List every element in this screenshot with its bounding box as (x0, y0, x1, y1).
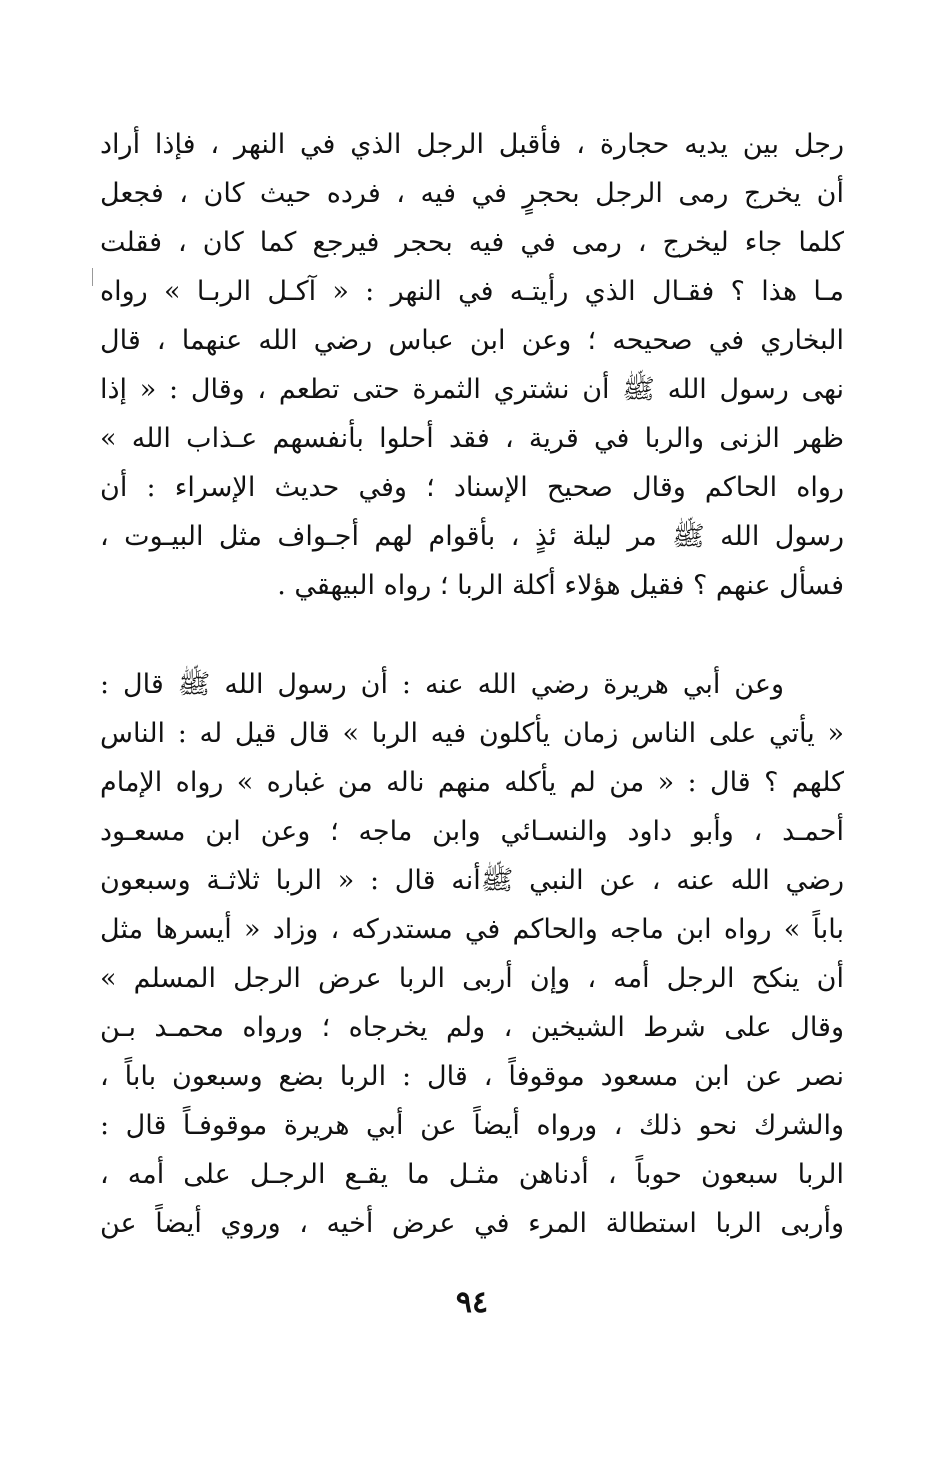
text-line: « يأتي على الناس زمان يأكلون فيه الربا » قال قيل له : الناس (100, 718, 844, 749)
text-line: والشرك نحو ذلك ، ورواه أيضاً عن أبي هريرة موقوفـاً قال : (100, 1110, 844, 1141)
text-line: أحمـد ، وأبو داود والنسـائي وابن ماجه ؛ وعن ابن مسعـود (100, 816, 844, 847)
text-line: نهى رسول الله ﷺ أن نشتري الثمرة حتى تطعم ، وقال : « إذا (100, 374, 844, 405)
text-line: أن ينكح الرجل أمه ، وإن أربى الربا عرض الرجل المسلم » (100, 963, 844, 994)
text-line: وقال على شرط الشيخين ، ولم يخرجاه ؛ ورواه محمـد بـن (100, 1012, 844, 1043)
text-line: رسول الله ﷺ مر ليلة ئذٍ ، بأقوام لهم أجـواف مثل البيـوت ، (100, 521, 844, 552)
text-line: رضي الله عنه ، عن النبي ﷺأنه قال : « الربا ثلاثـة وسبعون (100, 865, 844, 896)
text-line: نصر عن ابن مسعود موقوفاً ، قال : الربا بضع وسبعون باباً ، (100, 1061, 844, 1092)
text-line: باباً » رواه ابن ماجه والحاكم في مستدركه ، وزاد « أيسرها مثل (100, 914, 844, 945)
text-line: فسأل عنهم ؟ فقيل هؤلاء أكلة الربا ؛ رواه البيهقي . (277, 570, 844, 601)
text-line: أن يخرج رمى الرجل بحجرٍ في فيه ، فرده حيث كان ، فجعل (100, 178, 844, 209)
margin-mark (92, 268, 93, 286)
text-line: البخاري في صحيحه ؛ وعن ابن عباس رضي الله عنهما ، قال (100, 325, 844, 356)
text-line: وعن أبي هريرة رضي الله عنه : أن رسول الله ﷺ قال : (100, 669, 784, 700)
text-line: كلما جاء ليخرج ، رمى في فيه بحجر فيرجع كما كان ، فقلت (100, 227, 844, 258)
text-line: الربا سبعون حوباً ، أدناهن مثـل ما يقـع الرجـل على أمه ، (100, 1159, 844, 1190)
paragraph-1 (100, 120, 844, 610)
paragraph-2 (100, 660, 844, 1248)
page-number: ٩٤ (455, 1285, 489, 1320)
text-line: مـا هذا ؟ فقـال الذي رأيتـه في النهر : « آكـل الربـا » رواه (100, 276, 844, 307)
text-line: رجل بين يديه حجارة ، فأقبل الرجل الذي في النهر ، فإذا أراد (100, 129, 844, 160)
text-line: وأربى الربا استطالة المرء في عرض أخيه ، وروي أيضاً عن (100, 1208, 844, 1239)
text-line: رواه الحاكم وقال صحيح الإسناد ؛ وفي حديث الإسراء : أن (100, 472, 844, 503)
text-line: كلهم ؟ قال : « من لم يأكله منهم ناله من غباره » رواه الإمام (100, 767, 844, 798)
text-line: ظهر الزنى والربا في قرية ، فقد أحلوا بأنفسهم عـذاب الله » (100, 423, 844, 454)
